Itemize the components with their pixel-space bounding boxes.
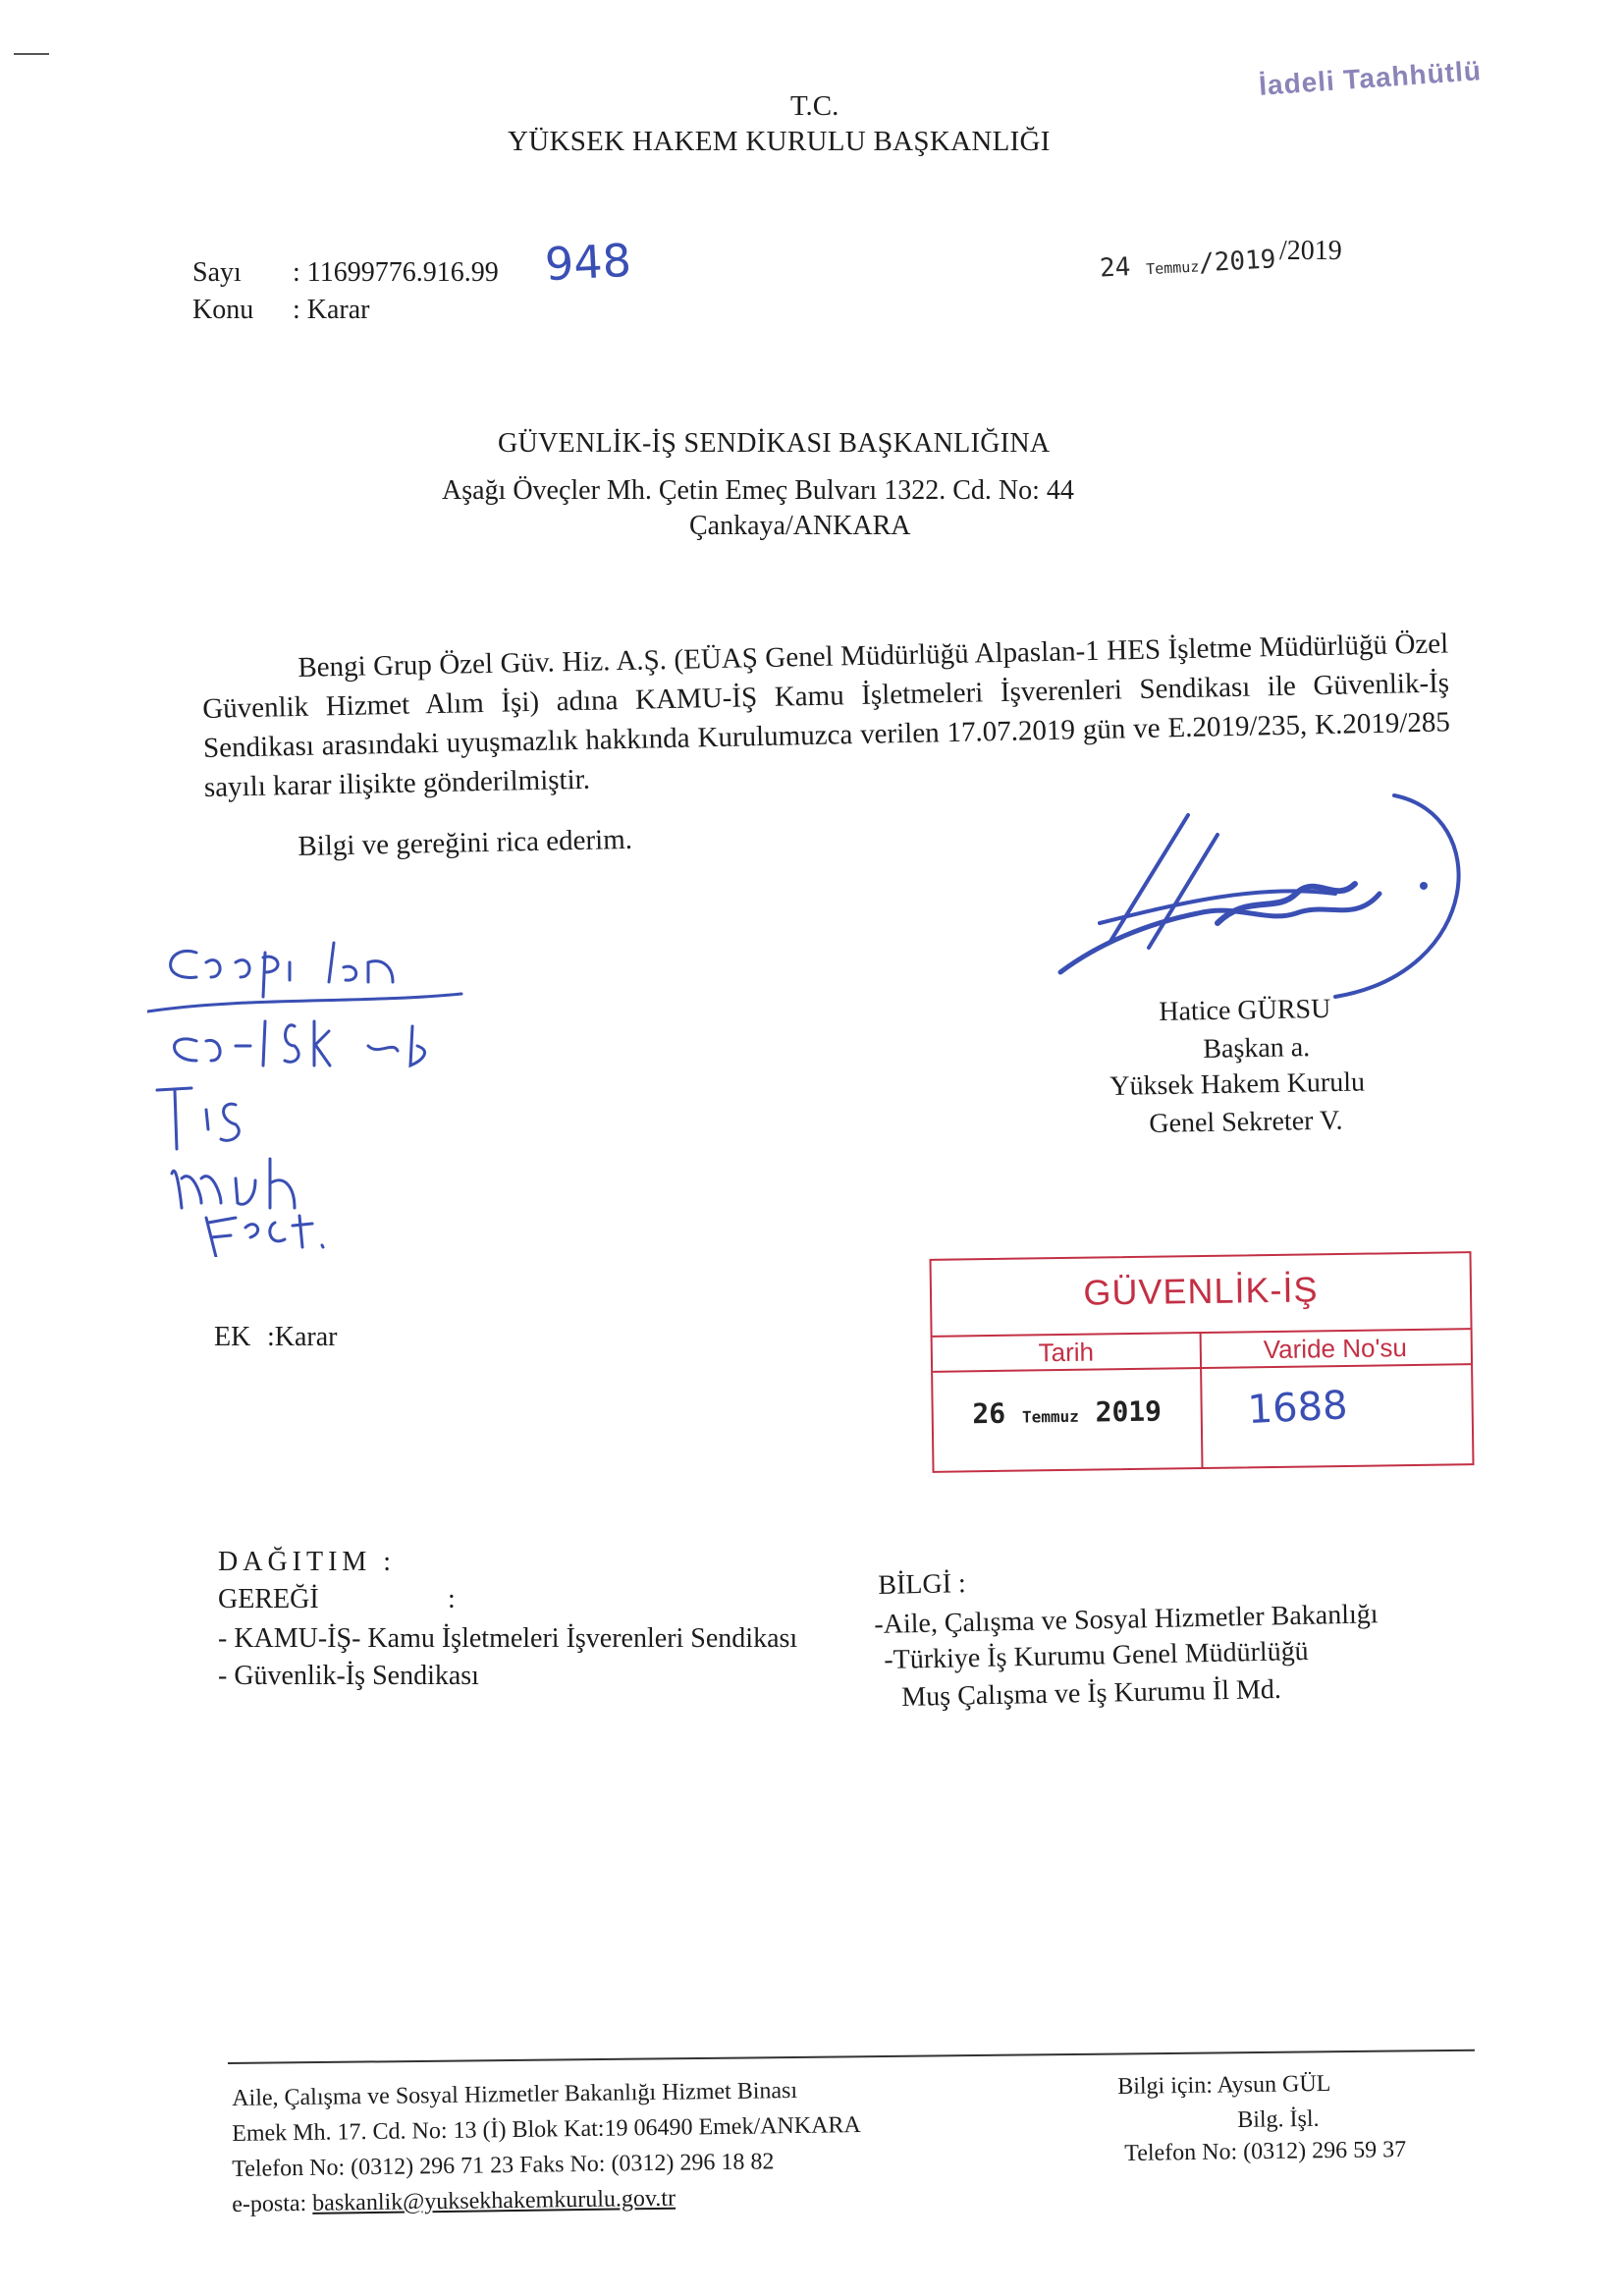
footer-phones: Telefon No: (0312) 296 71 23 Faks No: (0312) 296 18 82 [232, 2149, 775, 2182]
date-stamp [1099, 245, 1276, 283]
header-institution: YÜKSEK HAKEM KURULU BAŞKANLIĞI [508, 126, 1051, 157]
date-stamp-year: /2019 [1198, 245, 1277, 279]
recipient-name: GÜVENLİK-İŞ SENDİKASI BAŞKANLIĞINA [498, 428, 1051, 459]
geregi-item: - KAMU-İŞ- Kamu İşletmeleri İşverenleri Sendikası [218, 1623, 798, 1654]
bilgi-label: BİLGİ : [878, 1568, 967, 1601]
receipt-number-label: Varide No'su [1263, 1333, 1408, 1365]
konu-value: : Karar [293, 295, 370, 325]
geregi-colon: : [448, 1584, 456, 1614]
attachment-label: EK [214, 1322, 251, 1352]
footer-divider [228, 2050, 1475, 2064]
footer-email-line [232, 2182, 676, 2221]
receipt-number-value: 1688 [1246, 1383, 1349, 1434]
body-closing: Bilgi ve gereğini rica ederim. [298, 823, 633, 862]
attachment-value: :Karar [267, 1322, 338, 1352]
bilgi-item: -Türkiye İş Kurumu Genel Müdürlüğü [884, 1635, 1309, 1675]
footer-info-contact: Bilgi için: Aysun GÜL [1117, 2070, 1331, 2100]
recipient-city: Çankaya/ANKARA [689, 511, 911, 541]
recipient-address: Aşağı Öveçler Mh. Çetin Emeç Bulvarı 1322. Cd. No: 44 [442, 475, 1074, 506]
receipt-date-day: 26 [972, 1396, 1006, 1431]
footer-info-role: Bilg. İşl. [1237, 2105, 1320, 2133]
handwritten-routing-note [147, 923, 520, 1257]
sayi-value: : 11699776.916.99 [293, 257, 499, 288]
receipt-date-value [933, 1394, 1200, 1431]
signatory-title-1: Başkan a. [1203, 1032, 1311, 1065]
receipt-date-label: Tarih [1038, 1337, 1095, 1368]
footer-address-1: Aile, Çalışma ve Sosyal Hizmetler Bakanlığı Hizmet Binası [232, 2077, 798, 2111]
registered-mail-stamp: İadeli Taahhütlü [1258, 55, 1483, 101]
receipt-date-month: Temmuz [1021, 1406, 1079, 1427]
scan-edge-mark [14, 53, 49, 55]
date-stamp-day: 24 [1099, 252, 1132, 284]
signatory-name: Hatice GÜRSU [1159, 993, 1331, 1027]
footer-address-2: Emek Mh. 17. Cd. No: 13 (İ) Blok Kat:19 06490 Emek/ANKARA [232, 2112, 861, 2147]
date-stamp-month: Temmuz [1145, 257, 1200, 279]
sayi-label: Sayı [192, 257, 242, 288]
distribution-heading: DAĞITIM : [218, 1547, 397, 1577]
footer-info-phone: Telefon No: (0312) 296 59 37 [1124, 2136, 1407, 2166]
signature-image [1041, 776, 1492, 1002]
date-printed-suffix: /2019 [1279, 236, 1342, 266]
geregi-label: GEREĞİ [218, 1584, 319, 1614]
footer-email-link[interactable]: baskanlik@yuksekhakemkurulu.gov.tr [312, 2185, 676, 2216]
header-tc: T.C. [790, 90, 839, 122]
bilgi-item: -Aile, Çalışma ve Sosyal Hizmetler Bakanlığı [874, 1599, 1379, 1640]
signatory-title-3: Genel Sekreter V. [1149, 1105, 1343, 1139]
receipt-date-year: 2019 [1095, 1394, 1163, 1429]
receipt-stamp-title: GÜVENLİK-İŞ [1083, 1269, 1319, 1313]
body-paragraph: Bengi Grup Özel Güv. Hiz. A.Ş. (EÜAŞ Genel Müdürlüğü Alpaslan-1 HES İşletme Müdürlüğü Özel Güvenlik Hizmet Alım İşi) adına KAMU-İŞ Kamu İşletmeleri İşverenleri Sendikası ile Güvenlik-İş Sendikası arasındaki uyuşmazlık hakkında Kurulumuzca verilen 17.07.2019 gün ve E.2019/235, K.2019/285 sayılı karar ilişikte gönderilmiştir. [201, 628, 1451, 803]
sayi-handwritten-number: 948 [543, 233, 633, 292]
footer-email-label: e-posta: [232, 2190, 313, 2217]
signatory-title-2: Yüksek Hakem Kurulu [1109, 1066, 1366, 1102]
geregi-item: - Güvenlik-İş Sendikası [218, 1661, 479, 1691]
konu-label: Konu [192, 295, 254, 325]
receipt-stamp [930, 1251, 1475, 1473]
bilgi-item: Muş Çalışma ve İş Kurumu İl Md. [901, 1673, 1282, 1713]
